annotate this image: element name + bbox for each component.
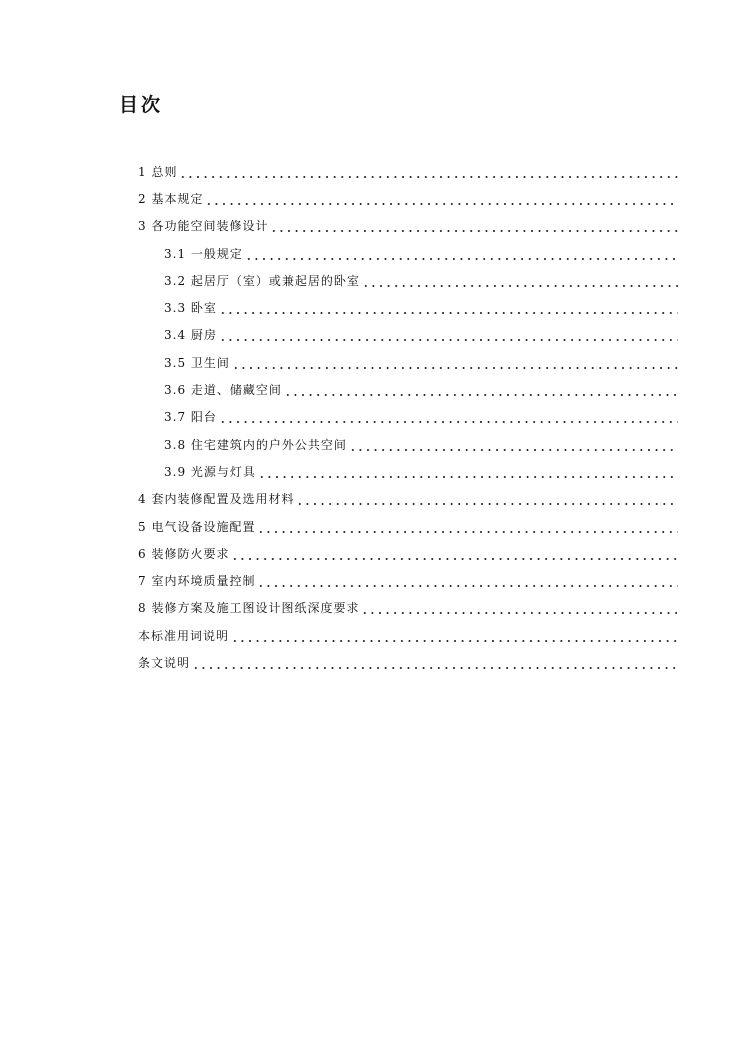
dot-leader [349,438,678,452]
dot-leader [219,328,678,342]
dot-leader [219,410,678,424]
toc-entry-text: 3.5 卫生间 [164,355,230,370]
toc-entry-3-3[interactable] [0,294,744,321]
dot-leader [205,192,678,206]
toc-entry-text: 1 总则 [138,164,178,179]
toc-entry-general-provisions[interactable] [0,158,744,185]
dot-leader [231,547,678,561]
toc-entry-3-1[interactable] [0,240,744,267]
dot-leader [296,492,678,506]
toc-entry-text: 本标准用词说明 [138,628,230,643]
toc-entry-text: 4 套内装修配置及选用材料 [138,492,295,507]
toc-entry-wording-explanation[interactable] [0,622,744,649]
dot-leader [257,574,678,588]
dot-leader [192,656,678,670]
toc-entry-design-drawings[interactable] [0,595,744,622]
dot-leader [258,465,678,479]
toc-entry-text: 3.8 住宅建筑内的户外公共空间 [164,437,347,452]
dot-leader [362,274,678,288]
toc-entry-basic-requirements[interactable] [0,185,744,212]
toc-entry-text: 8 装修方案及施工图设计图纸深度要求 [138,601,360,616]
toc-entry-electrical[interactable] [0,513,744,540]
toc-entry-text: 7 室内环境质量控制 [138,574,256,589]
toc-entry-3-5[interactable] [0,349,744,376]
toc-entry-3-8[interactable] [0,431,744,458]
toc-entry-3-7[interactable] [0,404,744,431]
toc-entry-environment-quality[interactable] [0,567,744,594]
toc-entry-3-9[interactable] [0,458,744,485]
toc-entry-text: 3.2 起居厅（室）或兼起居的卧室 [164,273,360,288]
toc-entry-interior-config[interactable] [0,486,744,513]
toc-entry-text: 3.4 厨房 [164,328,217,343]
dot-leader [257,520,678,534]
dot-leader [231,629,678,643]
dot-leader [179,165,678,179]
dot-leader [232,356,678,370]
toc-entry-text: 3 各功能空间装修设计 [138,219,269,234]
dot-leader [284,383,678,397]
toc-entry-functional-spaces[interactable] [0,213,744,240]
toc-entry-text: 3.3 卧室 [164,301,217,316]
toc-entry-3-6[interactable] [0,376,744,403]
dot-leader [219,301,678,315]
toc-entry-3-2[interactable] [0,267,744,294]
table-of-contents [0,158,744,677]
toc-entry-text: 3.7 阳台 [164,410,217,425]
toc-entry-text: 条文说明 [138,655,191,670]
toc-entry-text: 3.9 光源与灯具 [164,464,256,479]
toc-entry-article-explanation[interactable] [0,649,744,676]
toc-entry-text: 5 电气设备设施配置 [138,519,256,534]
page-title: 目次 [119,94,164,116]
toc-entry-3-4[interactable] [0,322,744,349]
toc-entry-text: 2 基本规定 [138,191,204,206]
toc-entry-fire-protection[interactable] [0,540,744,567]
toc-entry-text: 6 装修防火要求 [138,546,230,561]
dot-leader [361,601,678,615]
dot-leader [245,247,678,261]
dot-leader [270,219,678,233]
toc-entry-text: 3.1 一般规定 [164,246,243,261]
toc-entry-text: 3.6 走道、储藏空间 [164,383,282,398]
